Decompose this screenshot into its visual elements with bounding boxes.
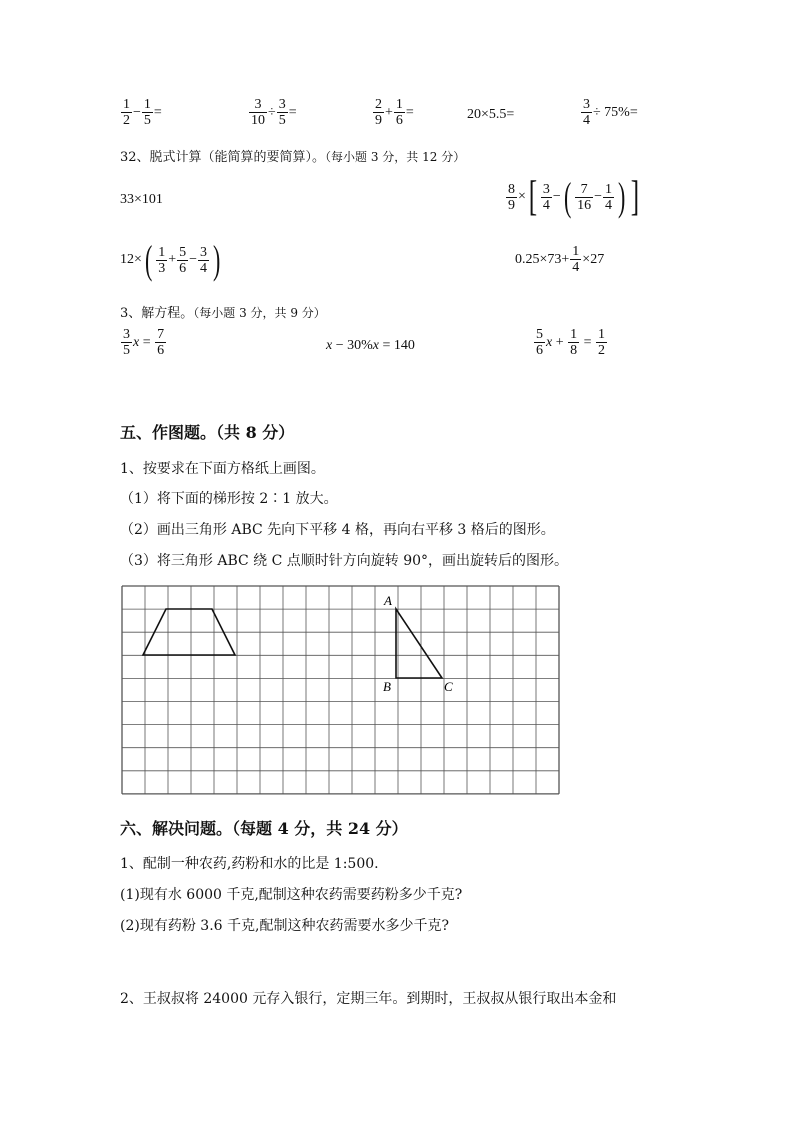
section6-q1b: (2)现有药粉 3.6 千克,配制这种农药需要水多少千克? [120,918,449,934]
section5-heading: 五、作图题。（共 8 分） [120,423,295,442]
oral-calc-1: $\frac{1}{2}$ − $\frac{1}{5}$ = [123,97,162,128]
oral-calc-4: 20×5.5= [467,107,515,122]
section6-q1: 1、配制一种农药,药粉和水的比是 1:500. [120,856,379,872]
q32-expr-3: 12× ( $\frac{1}{3}$ + $\frac{5}{6}$ − $\frac{3}{4}$ ) [120,237,221,282]
section6-q2: 2、王叔叔将 24000 元存入银行，定期三年。到期时，王叔叔从银行取出本金和 [120,991,617,1007]
oral-calc-2: $\frac{3}{10}$ ÷ $\frac{3}{5}$ = [251,97,297,128]
q32-expr-1: 33×101 [120,192,163,207]
section5-s1: （1）将下面的梯形按 2∶1 放大。 [120,491,338,507]
q32-expr-4: 0.25×73+ $\frac{1}{4}$ ×27 [515,244,605,275]
graph-paper [120,584,560,798]
label-c: C [444,679,453,694]
triangle-abc [396,609,442,678]
section6-heading: 六、解决问题。（每题 4 分，共 24 分） [120,819,408,838]
oral-calc-3: $\frac{2}{9}$ + $\frac{1}{6}$ = [375,97,414,128]
q3-title: 3、解方程。（每小题 3 分，共 9 分） [120,306,326,321]
oral-calc-5: $\frac{3}{4}$ ÷ 75%= [583,97,638,128]
label-b: B [383,679,391,694]
section5-s3: （3）将三角形 ABC 绕 C 点顺时针方向旋转 90°，画出旋转后的图形。 [120,553,569,569]
q3-eq-3: $\frac{5}{6}$ x + $\frac{1}{8}$ = $\frac{1}{2}$ [536,327,606,358]
label-a: A [384,593,392,608]
q3-eq-1: $\frac{3}{5}$ x = $\frac{7}{6}$ [123,327,165,358]
section5-q1: 1、按要求在下面方格纸上画图。 [120,461,325,477]
section6-q1a: (1)现有水 6000 千克,配制这种农药需要药粉多少千克? [120,887,463,903]
q32-expr-2: $\frac{8}{9}$ × [ $\frac{3}{4}$ − ( $\frac{7}{16}$ − $\frac{1}{4}$ ) ] [508,174,640,220]
section5-s2: （2）画出三角形 ABC 先向下平移 4 格，再向右平移 3 格后的图形。 [120,522,555,538]
q3-eq-2: x − 30%x = 140 [326,338,415,353]
q32-title: 32、脱式计算（能简算的要简算）。（每小题 3 分，共 12 分） [120,150,466,165]
grid-lines [122,586,559,794]
